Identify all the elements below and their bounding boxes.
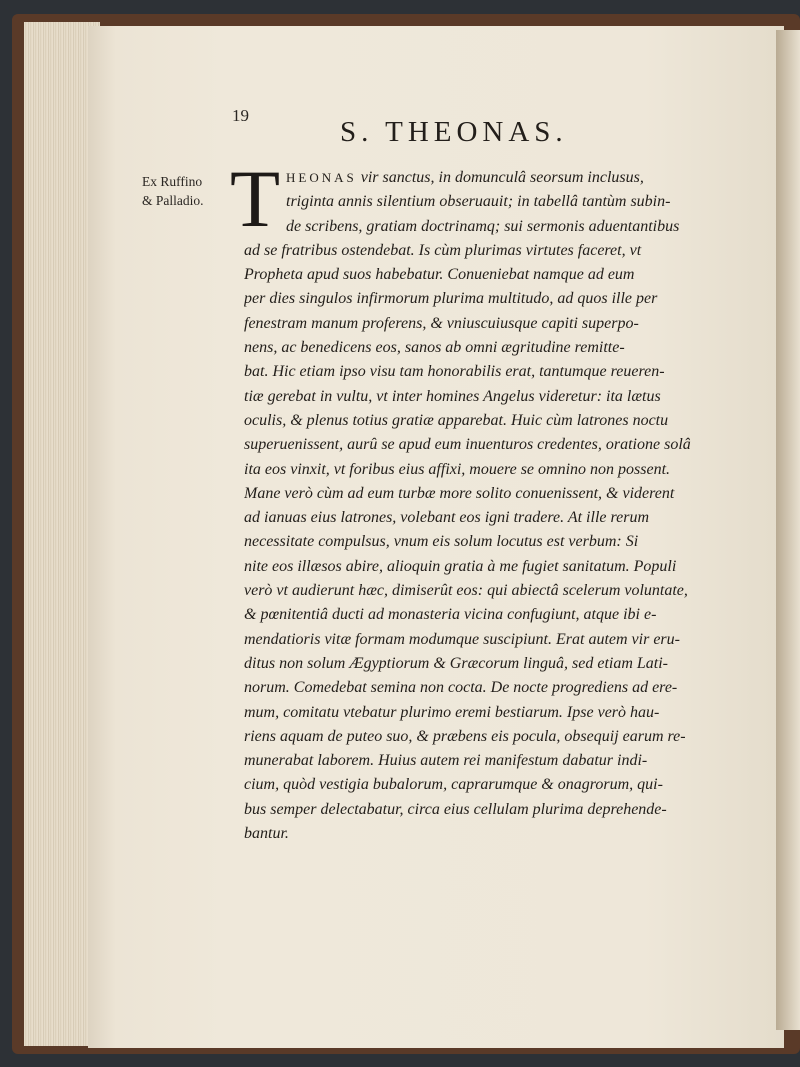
body-line: Mane verò cùm ad eum turbæ more solito conuenissent, & viderent xyxy=(244,484,675,502)
body-line: necessitate compulsus, vnum eis solum locutus est verbum: Si xyxy=(244,533,639,551)
facing-page-edge xyxy=(776,30,800,1030)
body-line: munerabat laborem. Huius autem rei manifestum dabatur indi- xyxy=(244,752,648,770)
margin-note-line-1: Ex Ruffino xyxy=(142,174,203,189)
body-line: ad se fratribus ostendebat. Is cùm plurimas virtutes faceret, vt xyxy=(244,241,642,259)
body-text xyxy=(244,166,736,846)
body-line: cium, quòd vestigia bubalorum, caprarumque & onagrorum, qui- xyxy=(244,776,663,794)
body-line: per dies singulos infirmorum plurima multitudo, ad quos ille per xyxy=(244,290,658,308)
body-line: mendatioris vitæ formam modumque suscipiunt. Erat autem vir eru- xyxy=(244,630,680,648)
body-line: verò vt audierunt hæc, dimiserût eos: qui abiectâ scelerum voluntate, xyxy=(244,582,688,600)
drop-cap: T xyxy=(230,153,281,244)
body-line: ad ianuas eius latrones, volebant eos igni tradere. At ille rerum xyxy=(244,509,649,527)
body-line: norum. Comedebat semina non cocta. De nocte progrediens ad ere- xyxy=(244,679,678,697)
body-line: mum, comitatu vtebatur plurimo eremi bestiarum. Ipse verò hau- xyxy=(244,703,660,721)
body-line: tiæ gerebat in vultu, vt inter homines Angelus videretur: ita lætus xyxy=(244,387,661,405)
body-line: & pœnitentiâ ducti ad monasteria vicina confugiunt, atque ibi e- xyxy=(244,606,657,624)
body-line: superuenissent, aurû se apud eum inuenturos credentes, oratione solâ xyxy=(244,436,691,454)
body-line: de scribens, gratiam doctrinamq; sui sermonis aduentantibus xyxy=(286,217,680,235)
body-line: triginta annis silentium obseruauit; in tabellâ tantùm subin- xyxy=(286,193,671,211)
body-line-text: vir sanctus, in domunculâ seorsum inclusus, xyxy=(360,169,644,186)
margin-note xyxy=(142,172,204,210)
body-line: fenestram manum proferens, & vniuscuiusque capiti superpo- xyxy=(244,314,639,332)
body-line: Propheta apud suos habebatur. Conueniebat namque ad eum xyxy=(244,266,635,284)
body-line: oculis, & plenus totius gratiæ apparebat. Huic cùm latrones noctu xyxy=(244,411,669,429)
running-title: S. THEONAS. xyxy=(340,116,568,148)
body-line: riens aquam de puteo suo, & præbens eis pocula, obsequij earum re- xyxy=(244,727,686,745)
body-line: bus semper delectabatur, circa eius cellulam plurima deprehende- xyxy=(244,800,667,818)
body-line: bat. Hic etiam ipso visu tam honorabilis erat, tantumque reueren- xyxy=(244,363,665,381)
margin-note-line-2: & Palladio. xyxy=(142,193,204,208)
first-word-rest: HEONAS xyxy=(286,170,357,185)
page-number: 19 xyxy=(232,106,249,125)
body-line: nens, ac benedicens eos, sanos ab omni ægritudine remitte- xyxy=(244,339,625,357)
body-line: ditus non solum Ægyptiorum & Græcorum linguâ, sed etiam Lati- xyxy=(244,654,669,672)
body-line xyxy=(244,166,736,190)
body-line: nite eos illæsos abire, alioquin gratia à me fugiet sanitatum. Populi xyxy=(244,557,677,575)
body-line: bantur. xyxy=(244,825,289,843)
body-line: ita eos vinxit, vt foribus eius affixi, mouere se omnino non possent. xyxy=(244,460,671,478)
